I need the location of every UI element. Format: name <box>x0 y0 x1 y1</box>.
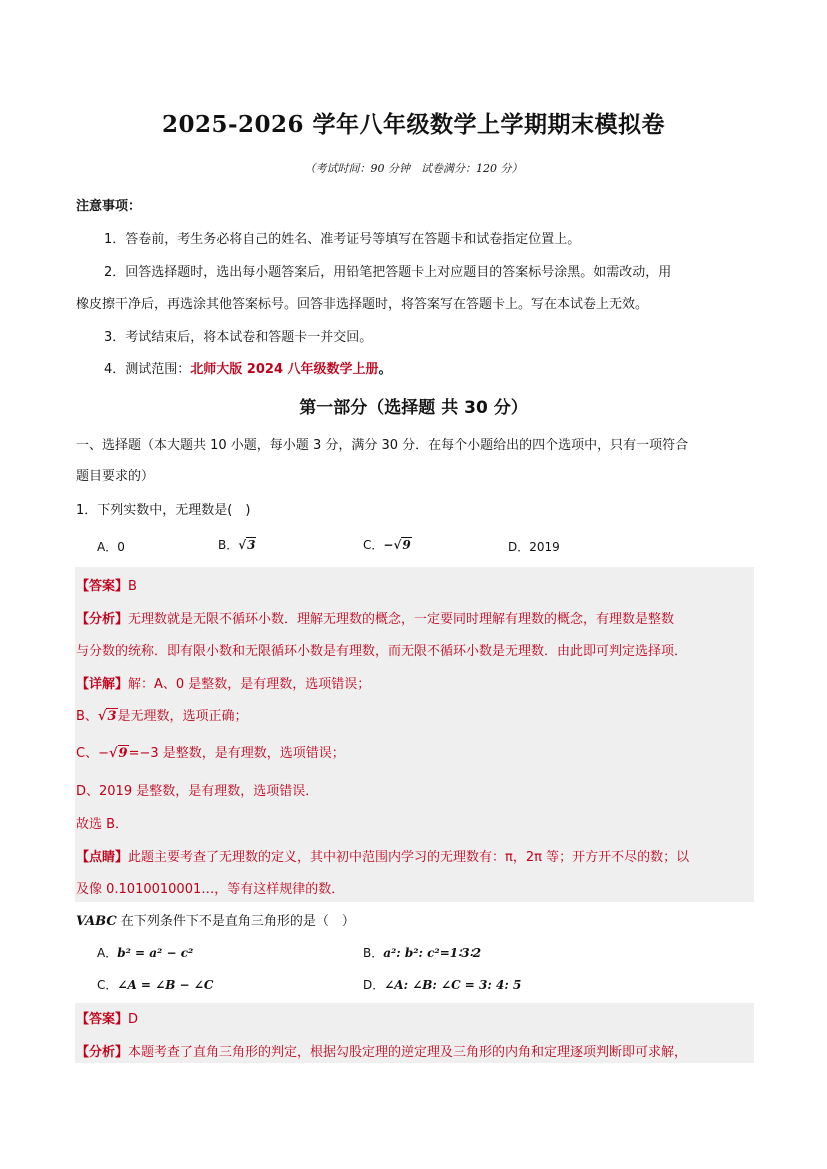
q2-option-b-math: a²: b²: c²=1∶3∶2 <box>383 946 482 960</box>
q2-option-b <box>363 944 481 961</box>
q1-detail-c-radicand: 9 <box>118 746 128 761</box>
q1-option-a: A．0 <box>97 540 125 554</box>
q1-option-b-label: B． <box>218 538 239 552</box>
sqrt-symbol: √9 <box>108 746 128 761</box>
section-intro-line2: 题目要求的） <box>76 469 155 484</box>
section-intro-line1: 一、选择题（本大题共 10 小题，每小题 3 分，满分 30 分．在每个小题给出的四个选项中，只有一项符合 <box>76 438 689 453</box>
notes-heading: 注意事项： <box>76 199 142 214</box>
q1-detail-c-prefix: C、− <box>76 746 109 761</box>
sqrt-symbol: √3 <box>97 709 117 724</box>
q1-detail-c-suffix: =−3 是整数，是有理数，选项错误； <box>128 746 345 761</box>
q1-detail-line-b <box>76 705 248 724</box>
q2-option-a-math: b² = a² − c² <box>117 946 194 960</box>
q1-detail-b-suffix: 是无理数，选项正确； <box>117 709 248 724</box>
q2-option-d-math: ∠A: ∠B: ∠C = 3: 4: 5 <box>384 978 522 992</box>
analysis-tag: 【分析】 <box>76 612 129 627</box>
q1-detail-line1 <box>76 673 370 692</box>
answer-tag: 【答案】 <box>76 1012 129 1027</box>
q2-answer-value: D <box>128 1012 139 1027</box>
page-title: 2025-2026 学年八年级数学上学期期末模拟卷 <box>161 111 666 138</box>
q1-detail-line-c <box>76 742 345 761</box>
q2-analysis-text1: 本题考查了直角三角形的判定，根据勾股定理的逆定理及三角形的内角和定理逐项判断即可求解， <box>128 1045 688 1060</box>
detail-tag: 【详解】 <box>76 677 129 692</box>
q2-option-d <box>363 976 521 993</box>
q2-option-c-math: ∠A = ∠B − ∠C <box>117 978 214 992</box>
q1-comment-text1: 此题主要考查了无理数的定义，其中初中范围内学习的无理数有：π，2π 等；开方开不尽的数；以 <box>128 850 690 865</box>
notes-item-3: 3．考试结束后，将本试卷和答题卡一并交回。 <box>104 330 373 345</box>
q2-option-a <box>97 944 193 961</box>
q1-analysis-text1: 无理数就是无限不循环小数．理解无理数的概念，一定要同时理解有理数的概念，有理数是整数 <box>128 612 675 627</box>
q2-answer <box>76 1008 138 1027</box>
q1-option-d: D．2019 <box>508 540 560 554</box>
q1-detail-b-prefix: B、 <box>76 709 98 724</box>
q2-option-d-label: D． <box>363 978 385 992</box>
q1-comment-line2: 及像 0.1010010001…，等有这样规律的数． <box>76 882 345 897</box>
q1-option-c-label: C． <box>363 538 384 552</box>
q1-analysis-line2: 与分数的统称．即有限小数和无限循环小数是有理数，而无限不循环小数是无理数．由此即可判定选择项． <box>76 644 688 659</box>
q2-stem <box>76 910 355 929</box>
q1-answer-value: B <box>128 579 137 594</box>
notes-item-1: 1．答卷前，考生务必将自己的姓名、准考证号等填写在答题卡和试卷指定位置上。 <box>104 232 581 247</box>
notes-item-2-line2: 橡皮擦干净后，再选涂其他答案标号。回答非选择题时，将答案写在答题卡上。写在本试卷上无效。 <box>76 297 649 312</box>
analysis-tag: 【分析】 <box>76 1045 129 1060</box>
q1-option-c-radicand: 9 <box>402 538 411 552</box>
q1-option-c-minus: − <box>383 538 394 552</box>
test-range: 北师大版 2024 八年级数学上册 <box>190 362 379 377</box>
answer-tag: 【答案】 <box>76 579 129 594</box>
q2-option-b-label: B． <box>363 946 384 960</box>
q1-analysis-line1 <box>76 608 674 627</box>
q2-option-c-label: C． <box>97 978 118 992</box>
notes-item-4 <box>104 358 392 377</box>
q1-detail-b-radicand: 3 <box>107 709 117 724</box>
notes-item-4-prefix: 4．测试范围： <box>104 362 191 377</box>
q1-detail-text1: 解：A、0 是整数，是有理数，选项错误； <box>128 677 371 692</box>
section-title: 第一部分（选择题 共 30 分） <box>299 398 528 418</box>
q2-stem-text: 在下列条件下不是直角三角形的是（ ） <box>116 914 355 929</box>
q1-stem: 1．下列实数中，无理数是( ) <box>76 503 251 518</box>
exam-info: （考试时间：90 分钟 试卷满分：120 分） <box>304 162 523 175</box>
q1-option-c <box>363 536 412 553</box>
q1-comment-line1 <box>76 846 689 865</box>
q1-option-b <box>218 536 256 553</box>
q1-conclusion: 故选 B． <box>76 817 129 832</box>
q2-analysis-line1 <box>76 1041 687 1060</box>
q1-answer <box>76 575 137 594</box>
sqrt-symbol: √3 <box>238 538 256 552</box>
comment-tag: 【点睛】 <box>76 850 129 865</box>
sqrt-symbol: √9 <box>393 538 411 552</box>
q1-option-b-radicand: 3 <box>247 538 256 552</box>
q2-option-a-label: A． <box>97 946 118 960</box>
notes-item-4-end: 。 <box>378 362 392 377</box>
notes-item-2-line1: 2．回答选择题时，选出每小题答案后，用铅笔把答题卡上对应题目的答案标号涂黑。如需改动，用 <box>104 265 672 280</box>
q2-option-c <box>97 976 213 993</box>
q1-detail-line-d: D、2019 是整数，是有理数，选项错误． <box>76 784 319 799</box>
q2-triangle-symbol: VABC <box>76 914 117 929</box>
